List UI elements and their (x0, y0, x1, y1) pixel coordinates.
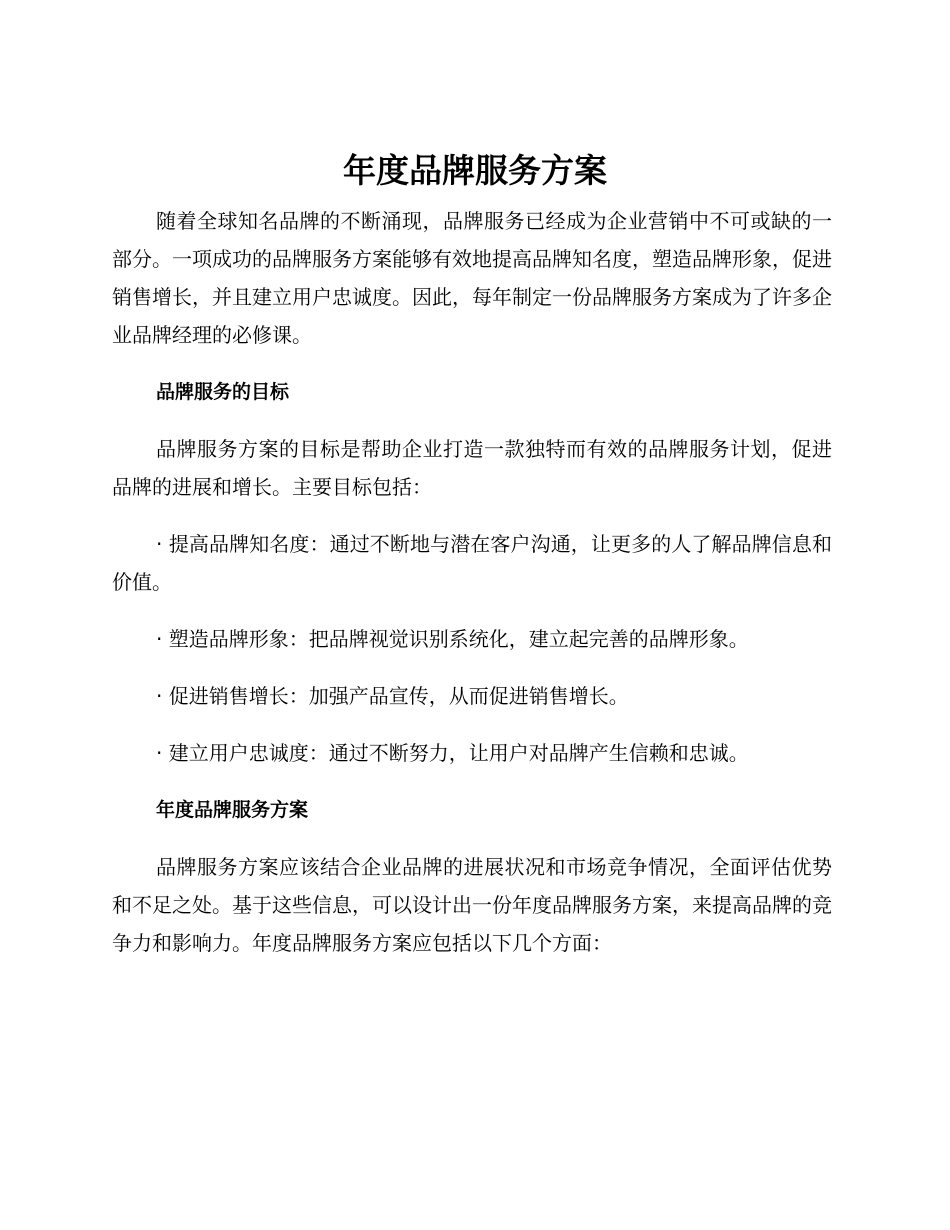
section-heading-goals: 品牌服务的目标 (156, 381, 290, 403)
intro-paragraph: 随着全球知名品牌的不断涌现，品牌服务已经成为企业营销中不可或缺的一部分。一项成功的品牌服务方案能够有效地提高品牌知名度，塑造品牌形象，促进销售增长，并且建立用户忠诚度。因此，每年制定一份品牌服务方案成为了许多企业品牌经理的必修课。 (112, 209, 832, 347)
annual-plan-paragraph: 品牌服务方案应该结合企业品牌的进展状况和市场竞争情况，全面评估优势和不足之处。基于这些信息，可以设计出一份年度品牌服务方案，来提高品牌的竞争力和影响力。年度品牌服务方案应包括以下几个方面： (112, 855, 832, 955)
goals-paragraph: 品牌服务方案的目标是帮助企业打造一款独特而有效的品牌服务计划，促进品牌的进展和增长。主要目标包括： (112, 437, 832, 499)
document-body (112, 202, 832, 962)
goal-bullet-loyalty: · 建立用户忠诚度：通过不断努力，让用户对品牌产生信赖和忠诚。 (156, 741, 749, 765)
goal-bullet-awareness: · 提高品牌知名度：通过不断地与潜在客户沟通，让更多的人了解品牌信息和价值。 (112, 532, 832, 594)
document-title: 年度品牌服务方案 (343, 151, 607, 190)
section-heading-annual-plan: 年度品牌服务方案 (156, 799, 309, 821)
goal-bullet-image: · 塑造品牌形象：把品牌视觉识别系统化，建立起完善的品牌形象。 (156, 627, 749, 651)
goal-bullet-sales: · 促进销售增长：加强产品宣传，从而促进销售增长。 (156, 684, 629, 708)
